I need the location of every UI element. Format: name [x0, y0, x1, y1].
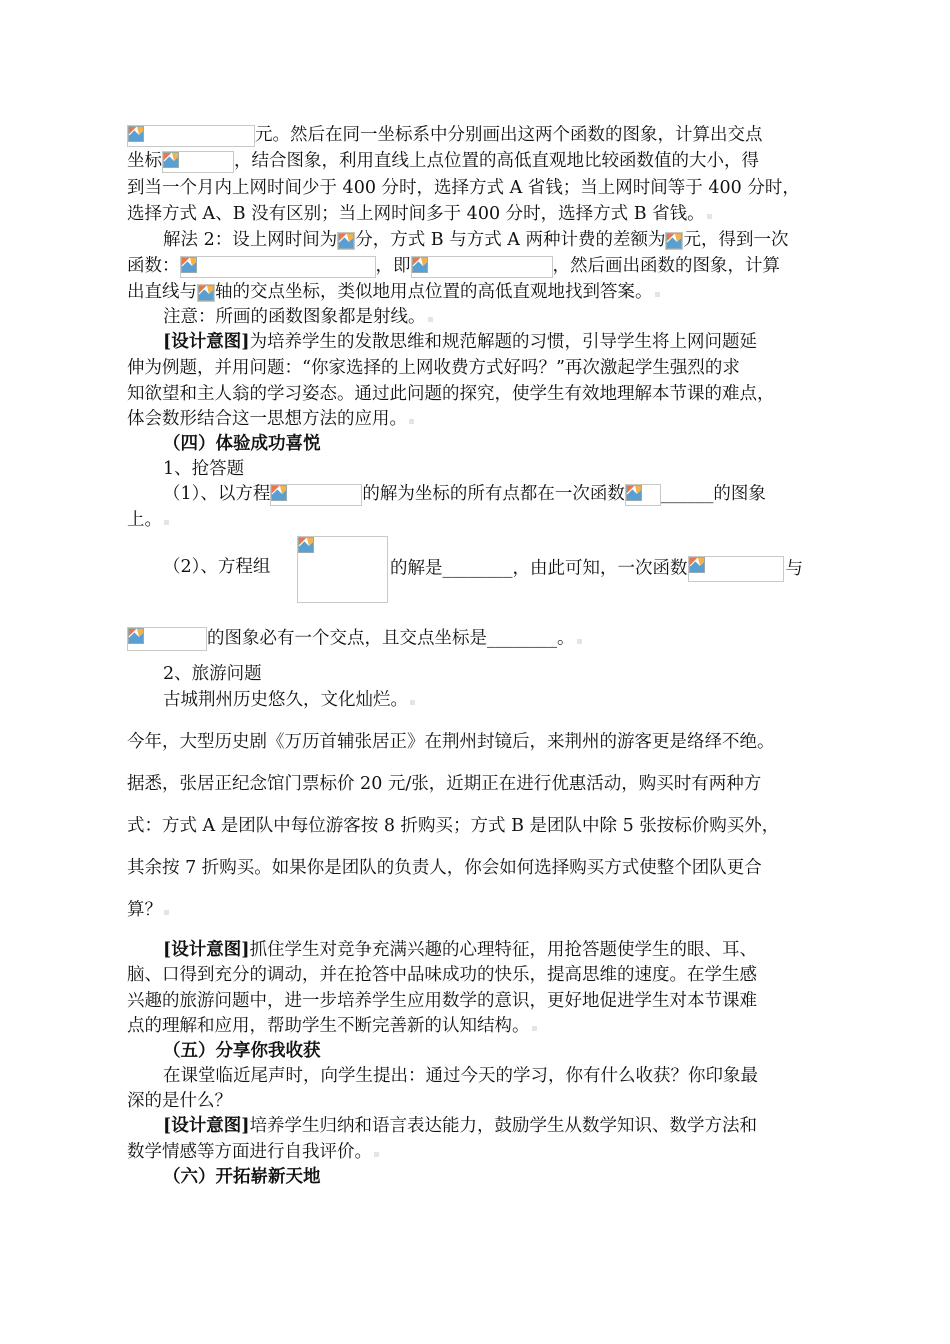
section-heading [163, 433, 321, 455]
section-heading [163, 1166, 321, 1188]
text: （1）、以方程 [163, 484, 271, 504]
section-heading [163, 1040, 321, 1062]
text: 轴的交点坐标，类似地用点位置的高低直观地找到答案。 [215, 282, 653, 302]
text: （五）分享你我收获 [163, 1041, 321, 1061]
text: 兴趣的旅游问题中，进一步培养学生应用数学的意识，更好地促进学生对本节课难 [127, 991, 757, 1011]
text: （六）开拓崭新天地 [163, 1167, 321, 1187]
broken-image-icon [666, 233, 682, 249]
text-line [127, 899, 169, 921]
blank: ______ [660, 484, 714, 504]
text: 数学情感等方面进行自我评价。 [127, 1142, 372, 1162]
text-line [127, 627, 582, 651]
text-line [127, 124, 763, 147]
formula-image [270, 484, 362, 506]
text: 今年，大型历史剧《万历首辅张居正》在荆州封镜后，来荆州的游客更是络绎不绝。 [127, 732, 775, 752]
text-line [127, 281, 660, 303]
text: 式：方式 A 是团队中每位游客按 8 折购买；方式 B 是团队中除 5 张按标价购买外， [127, 816, 780, 836]
question-line [163, 483, 766, 506]
text: 上。 [127, 510, 162, 530]
text: 据悉，张居正纪念馆门票标价 20 元/张，近期正在进行优惠活动，购买时有两种方 [127, 774, 762, 794]
formula-image [665, 232, 683, 250]
design-intent-label: [设计意图] [163, 1116, 250, 1136]
text-line [127, 408, 414, 430]
text-line [127, 773, 761, 795]
text-line [127, 357, 740, 379]
formula-image [411, 256, 553, 278]
text: 为培养学生的发散思维和规范解题的习惯，引导学生将上网问题延 [249, 332, 758, 352]
text-line [163, 939, 757, 961]
text: 古城荆州历史悠久，文化灿烂。 [163, 690, 408, 710]
formula-image [180, 256, 376, 278]
text: 选择方式 A、B 没有区别；当上网时间多于 400 分时，选择方式 B 省钱。 [127, 204, 705, 224]
formula-image [127, 125, 255, 147]
text: 抓住学生对竞争充满兴趣的心理特征，用抢答题使学生的眼、耳、 [249, 940, 758, 960]
text-line [127, 383, 775, 405]
text-line [163, 1065, 758, 1087]
text: 算？ [127, 900, 162, 920]
text: 到当一个月内上网时间少于 400 分时，选择方式 A 省钱；当上网时间等于 400 分时， [127, 178, 800, 198]
subheading [163, 663, 262, 685]
text-line [127, 990, 757, 1012]
broken-image-icon [689, 557, 705, 573]
text: 与 [785, 558, 803, 579]
text-line [127, 1090, 232, 1112]
broken-image-icon [626, 485, 642, 501]
text-line [127, 857, 762, 879]
broken-image-icon [181, 257, 197, 273]
broken-image-icon [128, 126, 144, 142]
text: 分，方式 B 与方式 A 两种计费的差额为 [355, 230, 666, 250]
text: ，即 [375, 256, 411, 276]
text: 伸为例题，并用问题：“你家选择的上网收费方式好吗？”再次激起学生强烈的求 [127, 358, 740, 378]
formula-image [197, 284, 215, 302]
text-line [127, 509, 169, 531]
text: ，然后画出函数的图象，计算 [552, 256, 780, 276]
broken-image-icon [298, 537, 314, 553]
text: （2）、方程组 [163, 557, 271, 577]
text: 坐标 [127, 151, 162, 171]
text-line [127, 1141, 379, 1163]
subheading [163, 458, 244, 480]
text: 的图象 [713, 484, 766, 504]
broken-image-icon [198, 285, 214, 301]
broken-image-icon [163, 152, 179, 168]
question-line [390, 556, 803, 582]
design-intent-label: [设计意图] [163, 332, 250, 352]
text: 函数： [127, 256, 180, 276]
text-line [127, 964, 757, 986]
text: 点的理解和应用，帮助学生不断完善新的认知结构。 [127, 1016, 530, 1036]
text-line [127, 731, 775, 753]
text-line [127, 815, 779, 837]
text: 解法 2：设上网时间为 [163, 230, 338, 250]
broken-image-icon [271, 485, 287, 501]
text: 注意：所画的函数图象都是射线。 [163, 307, 426, 327]
text: 元，得到一次 [683, 230, 789, 250]
text-line [163, 306, 433, 328]
text-line [127, 177, 800, 199]
text: 出直线与 [127, 282, 197, 302]
equation-system-image [297, 536, 388, 603]
formula-image [162, 151, 234, 173]
text-line [127, 203, 712, 225]
text: ，结合图象，利用直线上点位置的高低直观地比较函数值的大小，得 [234, 151, 759, 171]
text-line [163, 1115, 757, 1137]
formula-image [337, 232, 355, 250]
text-line [127, 255, 780, 278]
broken-image-icon [338, 233, 354, 249]
text: 脑、口得到充分的调动，并在抢答中品味成功的快乐，提高思维的速度。在学生感 [127, 965, 757, 985]
question-line [163, 556, 270, 578]
broken-image-icon [128, 628, 144, 644]
formula-image [625, 484, 661, 506]
text: 体会数形结合这一思想方法的应用。 [127, 409, 407, 429]
design-intent-label: [设计意图] [163, 940, 250, 960]
text: 2、旅游问题 [163, 664, 262, 684]
text-line [163, 229, 788, 251]
text: 元。然后在同一坐标系中分别画出这两个函数的图象，计算出交点 [255, 125, 763, 145]
text: 培养学生归纳和语言表达能力，鼓励学生从数学知识、数学方法和 [249, 1116, 758, 1136]
broken-image-icon [412, 257, 428, 273]
text: 其余按 7 折购买。如果你是团队的负责人，你会如何选择购买方式使整个团队更合 [127, 858, 762, 878]
formula-image [127, 627, 207, 651]
text-line [163, 689, 415, 711]
text-line [163, 331, 757, 353]
text: 的图象必有一个交点，且交点坐标是________。 [207, 628, 575, 649]
text: 深的是什么？ [127, 1091, 232, 1111]
text: 知欲望和主人翁的学习姿态。通过此问题的探究，使学生有效地理解本节课的难点， [127, 384, 775, 404]
formula-image [688, 556, 784, 582]
text: （四）体验成功喜悦 [163, 434, 321, 454]
text: 的解为坐标的所有点都在一次函数 [362, 484, 625, 504]
text-line [127, 1015, 537, 1037]
text: 在课堂临近尾声时，向学生提出：通过今天的学习，你有什么收获？你印象最 [163, 1066, 758, 1086]
text: 的解是________，由此可知，一次函数 [390, 558, 688, 579]
text-line [127, 150, 759, 173]
text: 1、抢答题 [163, 459, 245, 479]
